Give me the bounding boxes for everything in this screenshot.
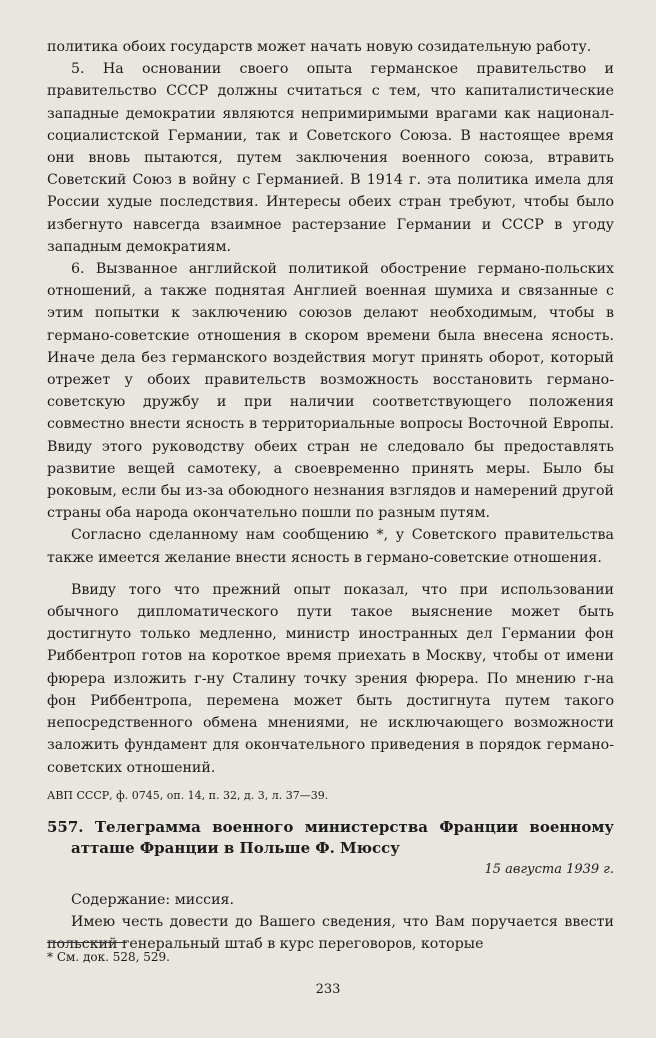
paragraph-point-6: 6. Вызванное английской политикой обострение германо-польских отношений, а также поднятая Англией военная шумиха и связанные с этим попытки к заключению союзов делают необходимым, чтобы в германо-советские отношения в скором времени была внесена ясность. Иначе дела без германского воздействия могут принять оборот, который отрежет у обоих правительств возможность восстановить германо-советскую дружбу и при наличии соответствующего положения совместно внести ясность в территориальные вопросы Восточной Европы. Ввиду этого руководству обеих стран не следовало бы предоставлять развитие вещей самотеку, а своевременно принять меры. Было бы роковым, если бы из-за обоюдного незнания взглядов и намерений другой страны оба народа окончательно пошли по разным путям. — [47, 261, 614, 522]
document-title: 557. Телеграмма военного министерства Франции военному атташе Франции в Польше Ф. Мюссу — [47, 817, 614, 857]
document-date: 15 августа 1939 г. — [484, 861, 614, 877]
page-body — [47, 36, 614, 955]
paragraph-telegram: Имею честь довести до Вашего сведения, что Вам поручается ввести польский генеральный штаб в курс переговоров, которые — [47, 913, 614, 953]
page-number: 233 — [315, 982, 341, 997]
footnote: * См. док. 528, 529. — [47, 950, 170, 964]
content-line: Содержание: миссия. — [71, 891, 235, 908]
paragraph-soviet-wish: Согласно сделанному нам сообщению *, у Советского правительства также имеется желание внести ясность в германо-советские отношения. — [47, 527, 614, 566]
paragraph-ribbentrop: Ввиду того что прежний опыт показал, что при использовании обычного дипломатического пути такое выяснение может быть достигнуто только медленно, министр иностранных дел Германии фон Риббентроп готов на короткое время приехать в Москву, чтобы от имени фюрера изложить г-ну Сталину точку зрения фюрера. По мнению г-на фон Риббентропа, перемена может быть достигнута путем такого непосредственного обмена мнениями, не исключающего возможности заложить фундамент для окончательного приведения в порядок германо-советских отношений. — [47, 581, 614, 776]
footnote-rule — [47, 942, 127, 943]
archive-source: АВП СССР, ф. 0745, оп. 14, п. 32, д. 3, л. 37—39. — [47, 788, 329, 802]
paragraph-continuation: политика обоих государств может начать новую созидательную работу. — [47, 39, 592, 55]
paragraph-point-5: 5. На основании своего опыта германское правительство и правительство СССР должны считаться с тем, что капиталистические западные демократии являются непримиримыми врагами как национал-социалистской Германии, так и Советского Союза. В настоящее время они вновь пытаются, путем заключения военного союза, втравить Советский Союз в войну с Германией. В 1914 г. эта политика имела для России худые последствия. Интересы обеих стран требуют, чтобы было избегнуто навсегда взаимное растерзание Германии и СССР в угоду западным демократиям. — [47, 61, 614, 255]
